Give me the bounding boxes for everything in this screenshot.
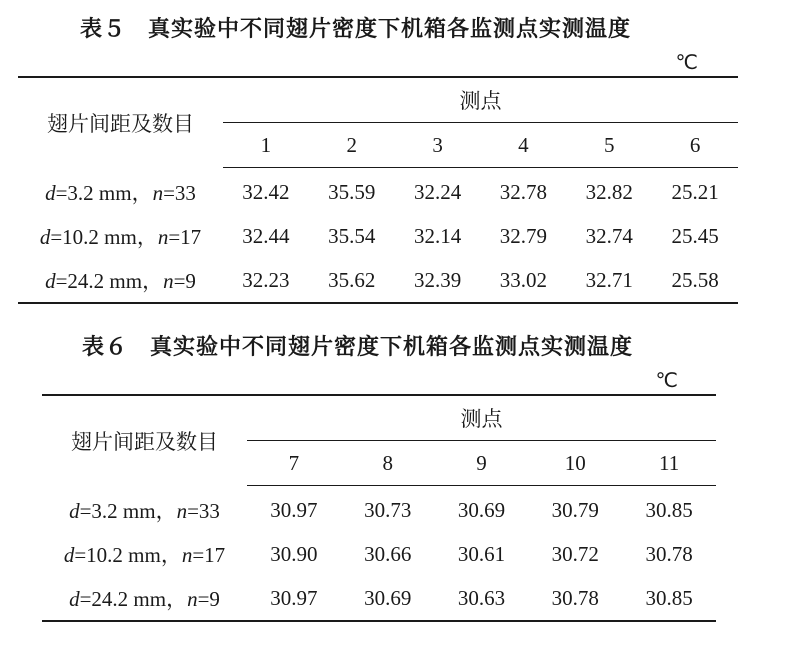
table6-col-header: 7 <box>247 441 341 486</box>
table-cell: 32.39 <box>413 267 462 292</box>
table-cell: 32.82 <box>585 179 633 204</box>
table6-caption-number: 表６ <box>82 335 129 360</box>
table-cell: 30.90 <box>270 541 318 566</box>
table-cell: 35.59 <box>328 179 376 204</box>
table5-caption <box>80 12 631 43</box>
table-cell: 30.97 <box>270 497 318 522</box>
table-cell: 30.78 <box>551 585 599 610</box>
table-cell: 32.74 <box>585 223 633 248</box>
table5-col-header: 2 <box>309 123 395 168</box>
row-label: d=10.2 mm，n=17 <box>63 543 226 567</box>
table-cell: 30.85 <box>645 497 693 522</box>
table-row <box>18 168 738 215</box>
table-cell: 32.78 <box>499 179 548 204</box>
row-label: d=3.2 mm，n=33 <box>45 180 196 205</box>
table-cell: 30.66 <box>364 541 412 566</box>
table6-col-header: 9 <box>435 441 529 486</box>
row-label: d=10.2 mm，n=17 <box>39 225 202 249</box>
table-cell: 30.72 <box>551 541 599 566</box>
table-row <box>18 214 738 258</box>
table-cell: 30.69 <box>457 497 506 522</box>
table5-col-header: 3 <box>395 123 481 168</box>
row-label: d=24.2 mm，n=9 <box>69 587 220 611</box>
table-cell: 32.14 <box>413 223 462 248</box>
table-row <box>42 532 716 576</box>
table6-col-header: 11 <box>622 441 716 486</box>
table6-col-header: 10 <box>528 441 622 486</box>
table-cell: 32.79 <box>499 223 548 248</box>
table5-col-header: 6 <box>652 123 738 168</box>
table-cell: 35.54 <box>328 223 376 248</box>
table6-caption <box>82 330 633 361</box>
table5-caption-title: 真实验中不同翅片密度下机箱各监测点实测温度 <box>148 17 632 42</box>
table-row <box>42 486 716 533</box>
table-cell: 32.42 <box>242 179 290 204</box>
table6-row-header: 翅片间距及数目 <box>71 429 218 454</box>
row-label: d=3.2 mm，n=33 <box>69 498 220 523</box>
table5-col-header: 1 <box>223 123 309 168</box>
table-row <box>18 258 738 303</box>
table6-unit: ℃ <box>655 368 678 392</box>
table-cell: 30.63 <box>457 585 506 610</box>
table5-col-header: 4 <box>480 123 566 168</box>
table-cell: 25.21 <box>671 179 719 204</box>
table-cell: 32.71 <box>585 267 633 292</box>
table6-caption-title: 真实验中不同翅片密度下机箱各监测点实测温度 <box>150 335 634 360</box>
table6-group-header: 测点 <box>460 407 503 431</box>
table6 <box>42 394 716 622</box>
table-cell: 32.24 <box>413 179 462 204</box>
table-cell: 32.44 <box>242 223 290 248</box>
table-row <box>42 576 716 621</box>
table-cell: 30.73 <box>364 497 412 522</box>
table5 <box>18 76 738 304</box>
table-cell: 32.23 <box>242 267 290 292</box>
table-cell: 30.85 <box>645 585 693 610</box>
table6-col-header: 8 <box>341 441 435 486</box>
table-cell: 25.58 <box>671 267 719 292</box>
table5-col-header: 5 <box>566 123 652 168</box>
row-label: d=24.2 mm，n=9 <box>45 269 196 293</box>
table-cell: 30.97 <box>270 585 318 610</box>
table5-unit: ℃ <box>675 50 698 74</box>
table-cell: 30.79 <box>551 497 599 522</box>
table-cell: 25.45 <box>671 223 719 248</box>
table-cell: 33.02 <box>499 267 548 292</box>
table5-caption-number: 表５ <box>80 17 127 42</box>
table-cell: 35.62 <box>328 267 376 292</box>
table-cell: 30.78 <box>645 541 693 566</box>
table-cell: 30.69 <box>364 585 412 610</box>
table5-row-header: 翅片间距及数目 <box>47 111 194 136</box>
table-cell: 30.61 <box>457 541 506 566</box>
table5-group-header: 测点 <box>459 89 502 113</box>
